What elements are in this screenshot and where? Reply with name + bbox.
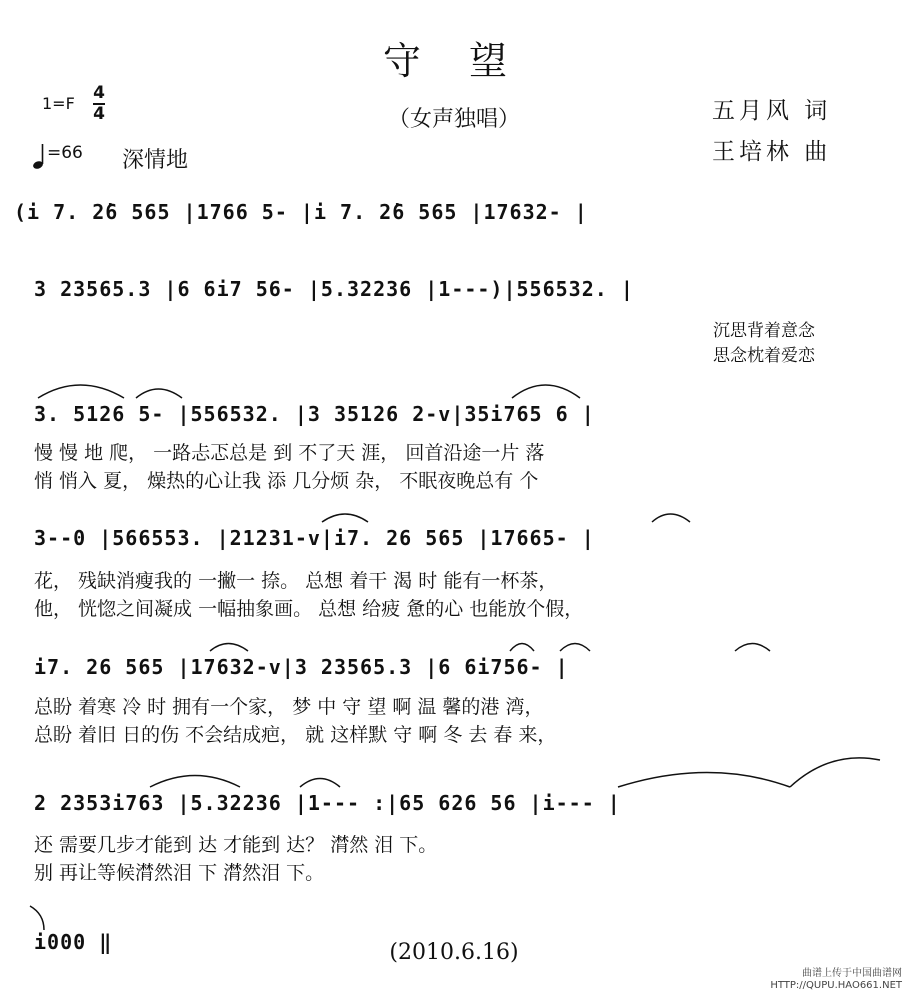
slur-mark <box>150 776 240 788</box>
time-signature-top: 4 <box>93 83 105 103</box>
score-row-6: 2 2353i763 |5.32236 |1--- :|65 626 56 |i--- | <box>34 791 621 815</box>
watermark <box>770 968 902 992</box>
lyric-row-2-verse-2: 思念枕着爱恋 <box>713 346 815 366</box>
lyric-row-2-verse-1: 沉思背着意念 <box>713 321 815 341</box>
key-signature: 1=F <box>42 94 75 113</box>
watermark-line-1: 曲谱上传于中国曲谱网 <box>802 968 902 979</box>
slur-mark <box>322 514 368 522</box>
slur-mark <box>30 906 44 930</box>
slur-mark <box>652 514 690 522</box>
tempo-marking: =66 <box>47 143 83 163</box>
time-signature-bottom: 4 <box>93 104 105 124</box>
slur-mark <box>300 779 340 788</box>
lyric-row-3-verse-1: 慢 慢 地 爬， 一路忐忑总是 到 不了天 涯， 回首沿途一片 落 <box>34 442 545 464</box>
score-row-3: 3. 5126 5- |556532. |3 35126 2-v|35i765 6 | <box>34 402 595 426</box>
song-subtitle: （女声独唱） <box>387 107 520 132</box>
expression-marking: 深情地 <box>122 148 189 173</box>
watermark-line-2: HTTP://QUPU.HAO661.NET <box>770 980 902 991</box>
slur-mark <box>136 389 182 398</box>
song-title: 守 望 <box>382 39 526 83</box>
score-row-1: (i 7. 2̇6 565 |1766 5- |i 7. 2̇6 565 |17632- | <box>14 200 588 224</box>
slur-mark <box>560 644 590 652</box>
slur-mark <box>512 385 580 398</box>
lyricist-credit: 五月风 词 <box>712 98 832 124</box>
composition-date: (2010.6.16) <box>389 940 519 965</box>
lyric-row-4-verse-2: 他， 恍惚之间凝成 一幅抽象画。 总想 给疲 惫的心 也能放个假， <box>34 598 584 620</box>
lyric-row-4-verse-1: 花， 残缺消瘦我的 一撇一 捺。 总想 着干 渴 时 能有一杯茶， <box>34 570 558 592</box>
lyric-row-6-verse-1: 还 需要几步才能到 达 才能到 达？ 潸然 泪 下。 <box>34 834 438 856</box>
composer-credit: 王培林 曲 <box>712 139 832 165</box>
score-row-5: i7. 26 565 |17632-v|3 23565.3 |6 6i756- | <box>34 655 569 679</box>
slur-mark <box>210 644 248 652</box>
lyric-row-5-verse-2: 总盼 着旧 日的伤 不会结成疤， 就 这样默 守 啊 冬 去 春 来， <box>34 724 557 746</box>
score-row-7: i000 ‖ <box>34 930 113 954</box>
lyric-row-6-verse-2: 别 再让等候潸然泪 下 潸然泪 下。 <box>34 862 325 884</box>
time-signature <box>93 84 105 124</box>
slur-mark <box>510 644 534 652</box>
slur-mark <box>38 385 124 398</box>
slur-mark <box>790 758 880 787</box>
score-row-2: 3 23565.3 |6 6i7 56- |5.32236 |1---)|556532. | <box>34 277 634 301</box>
lyric-row-3-verse-2: 悄 悄入 夏， 燥热的心让我 添 几分烦 杂， 不眠夜晚总有 个 <box>34 470 539 492</box>
quarter-note-icon <box>32 142 46 170</box>
slur-mark <box>735 644 770 652</box>
slur-mark <box>618 773 790 788</box>
lyric-row-5-verse-1: 总盼 着寒 冷 时 拥有一个家， 梦 中 守 望 啊 温 馨的港 湾， <box>34 696 544 718</box>
score-row-4: 3--0 |566553. |21231-v|i7. 26 565 |17665- | <box>34 526 595 550</box>
